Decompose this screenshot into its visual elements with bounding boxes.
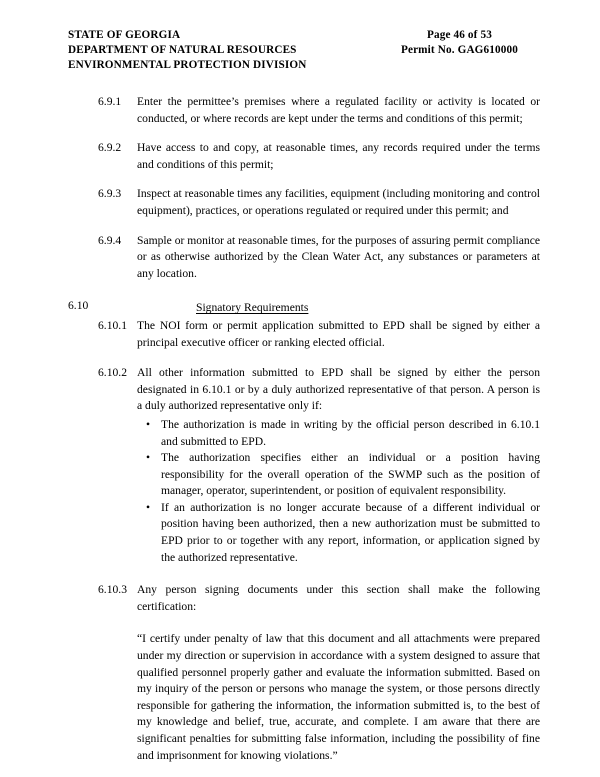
list-item bbox=[146, 417, 540, 450]
clause-number: 6.9.1 bbox=[98, 95, 122, 108]
authorized-representative-conditions bbox=[0, 417, 600, 566]
clause-text: Have access to and copy, at reasonable times, any records required under the terms and conditions of this permit; bbox=[137, 141, 540, 171]
clause-number: 6.9.2 bbox=[98, 141, 122, 155]
section-number: 6.10 bbox=[68, 299, 89, 313]
bullet-icon: • bbox=[146, 451, 151, 465]
clause-text: The NOI form or permit application submitted to EPD shall be signed by either a principal executive officer or ranking elected official. bbox=[137, 318, 540, 349]
list-item-text: The authorization is made in writing by the official person described in 6.10.1 and submitted to EPD. bbox=[161, 417, 540, 448]
clause-6-9-1 bbox=[0, 94, 600, 127]
list-item-text: If an authorization is no longer accurate because of a different individual or position having been authorized, then a new authorization must be submitted to EPD prior to or together with any report, information, or application signed by the authorized representative. bbox=[161, 500, 540, 564]
clause-number: 6.10.1 bbox=[98, 318, 127, 332]
agency-heading bbox=[68, 28, 306, 74]
list-item bbox=[146, 450, 540, 500]
clause-6-10-1 bbox=[0, 318, 600, 351]
page-meta bbox=[401, 28, 520, 58]
clause-text: Sample or monitor at reasonable times, for the purposes of assuring permit compliance or as otherwise authorized by the Clean Water Act, any substances or parameters at any location. bbox=[137, 233, 540, 280]
document-body bbox=[0, 94, 600, 764]
clause-6-10-2 bbox=[0, 365, 600, 415]
clause-6-9-3 bbox=[0, 186, 600, 219]
clause-6-9-4 bbox=[0, 233, 600, 283]
clause-number: 6.10.3 bbox=[98, 583, 127, 597]
bullet-icon: • bbox=[146, 500, 151, 514]
page-number: Page 46 of 53 bbox=[426, 29, 492, 41]
permit-number: Permit No. GAG610000 bbox=[400, 44, 518, 57]
clause-number: 6.9.3 bbox=[98, 187, 122, 201]
clause-text: Any person signing documents under this section shall make the following certification: bbox=[137, 583, 540, 613]
bullet-icon: • bbox=[146, 417, 151, 431]
section-6-10 bbox=[0, 298, 600, 317]
clause-6-9-2 bbox=[0, 140, 600, 173]
clause-text: All other information submitted to EPD shall be signed by either the person designated in 6.10.1 or by a duly authorized representative of that person. A person is a duly authorized representative only if: bbox=[137, 366, 540, 413]
clause-number: 6.9.4 bbox=[98, 233, 122, 247]
clause-text: Enter the permittee’s premises where a regulated facility or activity is located or conducted, or where records are kept under the terms and conditions of this permit; bbox=[137, 95, 540, 125]
list-item bbox=[146, 500, 540, 566]
clause-6-10-3 bbox=[0, 582, 600, 615]
page-header bbox=[68, 28, 520, 74]
agency-line-division: ENVIRONMENTAL PROTECTION DIVISION bbox=[68, 59, 307, 72]
certification-statement: “I certify under penalty of law that this document and all attachments were prepared under my direction or supervision in accordance with a system designed to assure that qualified personnel properly gather and evaluate the information submitted. Based on my inquiry of the person or persons who manage the system, or those persons directly responsible for gathering the information, the information submitted is, to the best of my knowledge and belief, true, accurate, and complete. I am aware that there are significant penalties for submitting false information, including the possibility of fine and imprisonment for knowing violations.” bbox=[137, 632, 540, 762]
list-item-text: The authorization specifies either an individual or a position having responsibility for the overall operation of the SWMP such as the position of manager, operator, superintendent, or position of equivalent responsibility. bbox=[161, 451, 540, 498]
section-6-10-items bbox=[0, 318, 600, 764]
agency-line-department: DEPARTMENT OF NATURAL RESOURCES bbox=[68, 44, 297, 57]
clause-number: 6.10.2 bbox=[98, 366, 127, 380]
clause-text: Inspect at reasonable times any facilities, equipment (including monitoring and control equipment), practices, or operations regulated or required under this permit; and bbox=[137, 187, 540, 217]
agency-line-state: STATE OF GEORGIA bbox=[68, 29, 181, 41]
section-title: Signatory Requirements bbox=[196, 301, 309, 315]
